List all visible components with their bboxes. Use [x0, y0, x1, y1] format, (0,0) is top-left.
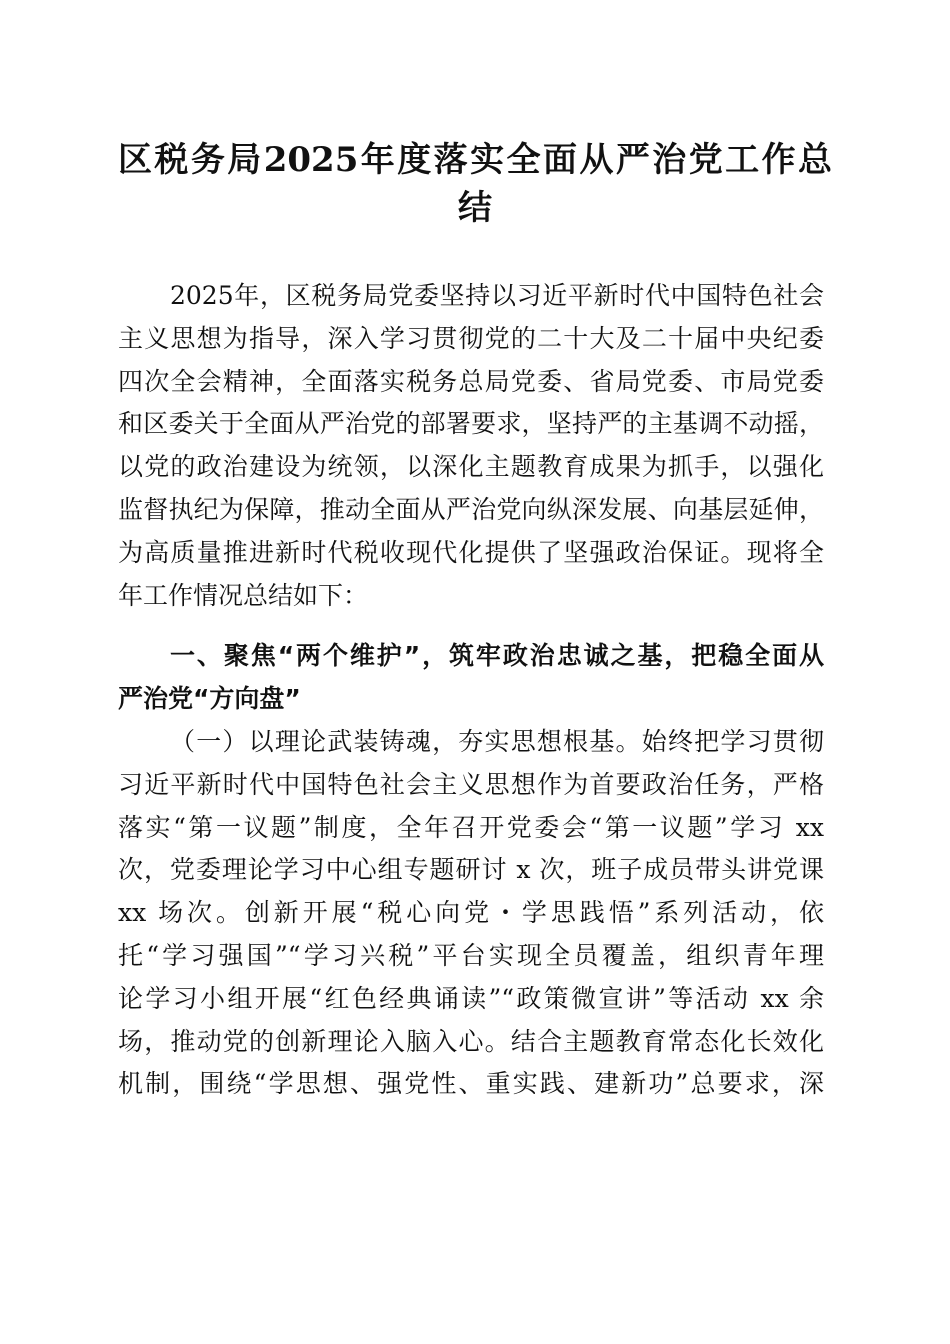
title-line-1: 区税务局2025年度落实全面从严治党工作总	[118, 140, 832, 180]
document-title	[118, 136, 832, 232]
text-line: 场，推动党的创新理论入脑入心。结合主题教育常态化长效化	[118, 1026, 824, 1056]
text-line: 次，党委理论学习中心组专题研讨 x 次，班子成员带头讲党课	[118, 855, 824, 885]
text-line: 和区委关于全面从严治党的部署要求，坚持严的主基调不动摇，	[118, 409, 824, 439]
text-line: xx 场次。创新开展“税心向党・学思践悟”系列活动，依	[118, 898, 824, 928]
text-line: 主义思想为指导，深入学习贯彻党的二十大及二十届中央纪委	[118, 323, 824, 353]
text-line: （一）以理论武装铸魂，夯实思想根基。始终把学习贯彻	[170, 726, 824, 756]
document-body	[118, 275, 824, 1106]
text-line: 2025年，区税务局党委坚持以习近平新时代中国特色社会	[170, 281, 824, 310]
text-line: 机制，围绕“学思想、强党性、重实践、建新功”总要求，深	[118, 1069, 824, 1099]
text-line: 监督执纪为保障，推动全面从严治党向纵深发展、向基层延伸，	[118, 494, 824, 524]
section-heading	[118, 635, 824, 721]
text-line: 习近平新时代中国特色社会主义思想作为首要政治任务，严格	[118, 769, 824, 799]
text-line: 落实“第一议题”制度，全年召开党委会“第一议题”学习 xx	[118, 812, 824, 842]
title-line-2: 结	[458, 188, 492, 228]
text-line: 以党的政治建设为统领，以深化主题教育成果为抓手，以强化	[118, 452, 824, 482]
text-line: 四次全会精神，全面落实税务总局党委、省局党委、市局党委	[118, 366, 824, 396]
text-line: 托“学习强国”“学习兴税”平台实现全员覆盖，组织青年理	[118, 940, 824, 970]
section-paragraph	[118, 721, 824, 1106]
heading-line: 严治党“方向盘”	[118, 684, 301, 714]
heading-line: 一、聚焦“两个维护”，筑牢政治忠诚之基，把稳全面从	[170, 641, 824, 671]
text-line: 年工作情况总结如下：	[118, 580, 369, 610]
text-line: 为高质量推进新时代税收现代化提供了坚强政治保证。现将全	[118, 537, 824, 567]
text-line: 论学习小组开展“红色经典诵读”“政策微宣讲”等活动 xx 余	[118, 983, 824, 1013]
intro-paragraph	[118, 275, 824, 617]
